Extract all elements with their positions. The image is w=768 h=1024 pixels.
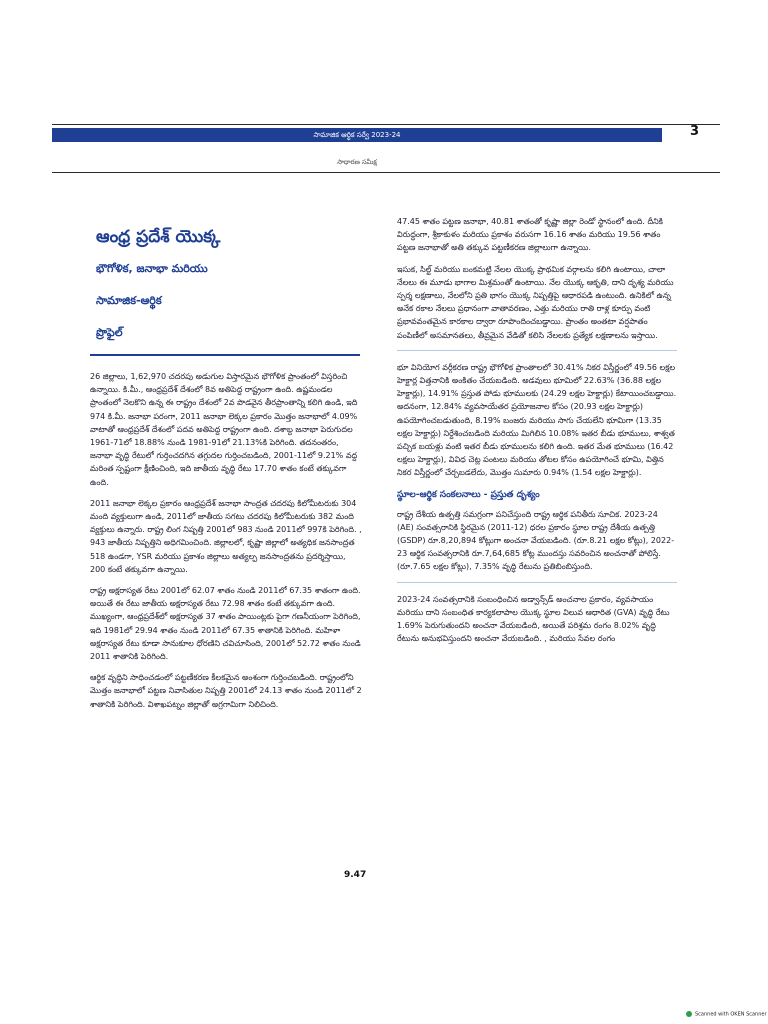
- macro-aggregates-heading: స్థూల-ఆర్థిక సంకలనాలు - ప్రస్తుత దృశ్యం: [397, 489, 540, 500]
- title-line-3: సామాజిక-ఆర్థిక: [96, 294, 162, 307]
- right-column: [397, 215, 677, 653]
- left-column: [90, 215, 362, 719]
- title-line-2: భౌగోళిక, జనాభా మరియు: [96, 262, 208, 275]
- title-underline: [90, 354, 360, 356]
- title-line-1: ఆంధ్ర ప్రదేశ్ యొక్క: [96, 227, 221, 247]
- paragraph-land-use: భూ వినియోగ వర్గీకరణ రాష్ట్ర భౌగోళిక ప్రాంతాలలో 30.41% నికర విస్తీర్ణంలో 49.56 లక్షల హెక్టార్ల విత్తనానికి అంకితం చేయబడింది. అడవులు భూమిలో 22.63% (36.88 లక్షల హెక్టార్లు), 14.91% ప్రస్తుత పోడు భూములకు (24.29 లక్షల హెక్టార్లు) కేటాయించబడ్డాయి. అదనంగా, 12.84% వ్యవసాయేతర ప్రయోజనాల కోసం (20.93 లక్షల హెక్టార్లు) ఉపయోగించబడుతుంది, 8.19% బంజరు మరియు సాగు చేయలేని భూమిగా (13.35 లక్షల హెక్టార్లు) నిర్దేశించబడింది మరియు మిగిలిన 10.08% ఇతర బీడు భూములు, శాశ్వత పచ్చిక బయళ్లు వంటి ఇతర బీడు భూములను కలిగి ఉంది. ఇతర మేత భూములు (16.42 లక్షలు హెక్టార్లు), వివిధ చెట్ల పంటలు మరియు తోటల కోసం ఉపయోగించే భూమి, విత్తిన నికర విస్తీర్ణంలో చేర్చబడలేదు, మొత్తం సుమారు 0.94% (1.54 లక్షల హెక్టార్లు).: [397, 362, 677, 478]
- separator: [397, 350, 677, 351]
- paragraph-soils: ఇసుక, సిల్ట్ మరియు బంకమట్టి నేలల యొక్క ప్రాథమిక వర్గాలను కలిగి ఉంటాయి, చాలా నేలలు ఈ మూడు భాగాల మిశ్రమంతో ఉంటాయి. నేల యొక్క ఆకృతి, దాని దృశ్య మరియు స్పర్శ లక్షణాలు, నేలలోని ప్రతి భాగం యొక్క నిష్పత్తిపై ఆధారపడి ఉంటుంది. ఉనికిలో ఉన్న అనేక రకాల నేలలు ప్రధానంగా వాతావరణం, ఎత్తు మరియు రాతి రాళ్ల కూర్పు వంటి ప్రభావవంతమైన కారకాల ద్వారా రూపొందించబడ్డాయి. ప్రాంతం అంతటా వర్షపాతం పంపిణీలో అసమానతలు, తీవ్రమైన వేడితో కలిసి నేలలకు ప్రత్యేక లక్షణాలను ఇస్తాయి.: [397, 264, 674, 340]
- paragraph-urbanization: ఆర్థిక వృద్ధిని సాధించడంలో పట్టణీకరణ కీలకమైన అంశంగా గుర్తించబడింది. రాష్ట్రంలోని మొత్తం జనాభాలో పట్టణ నివాసితుల నిష్పత్తి 2001లో 24.13 శాతం నుండి 2011లో 2 శాతానికి పెరిగింది. విశాఖపట్నం జిల్లాతో అగ్రగామిగా నిలిచింది.: [90, 673, 362, 709]
- scanner-watermark: [686, 1011, 767, 1018]
- paragraph-urban-districts: 47.45 శాతం పట్టణ జనాభా, 40.81 శాతంతో కృష్ణా జిల్లా రెండో స్థానంలో ఉంది. దీనికి విరుద్ధంగా, శ్రీకాకుళం మరియు ప్రకాశం వరుసగా 16.16 శాతం మరియు 19.56 శాతం పట్టణ జనాభాతో అతి తక్కువ పట్టణీకరణ జిల్లాలుగా ఉన్నాయి.: [397, 217, 663, 253]
- paragraph-density: 2011 జనాభా లెక్కల ప్రకారం ఆంధ్రప్రదేశ్ జనాభా సాంద్రత చదరపు కిలోమీటరుకు 304 మంది వ్యక్తులుగా ఉండి, 2011లో జాతీయ సగటు చదరపు కిలోమీటరుకు 382 మంది వ్యక్తులు ఉన్నారు. రాష్ట్ర లింగ నిష్పత్తి 2001లో 983 నుండి 2011లో 997కి పెరిగింది. , 943 జాతీయ నిష్పత్తిని అధిగమించింది. జిల్లాలలో, కృష్ణా జిల్లాలో అత్యధిక జనసాంద్రత 518 ఉండగా, YSR మరియు ప్రకాశం జిల్లాలు అత్యల్ప జనసాంద్రతను ప్రదర్శిస్తాయి, 200 కంటే తక్కువగా ఉన్నాయి.: [90, 498, 362, 574]
- section-title: [96, 227, 362, 342]
- paragraph-gva: 2023-24 సంవత్సరానికి సంబంధించిన అడ్వాన్స్‌డ్ అంచనాల ప్రకారం, వ్యవసాయం మరియు దాని సంబంధిత కార్యకలాపాల యొక్క స్థూల విలువ ఆధారిత (GVA) వృద్ధి రేటు 1.69% పెరుగుతుందని అంచనా వేయబడింది, అయితే పరిశ్రమ రంగం 8.02% వృద్ధి రేటును అనుభవిస్తుందని అంచనా వేయబడింది. , మరియు సేవల రంగం: [397, 594, 670, 644]
- paragraph-literacy: రాష్ట్ర అక్షరాస్యత రేటు 2001లో 62.07 శాతం నుండి 2011లో 67.35 శాతంగా ఉంది. అయితే ఈ రేటు జాతీయ అక్షరాస్యత రేటు 72.98 శాతం కంటే తక్కువగా ఉంది. ముఖ్యంగా, ఆంధ్రప్రదేశ్‌లో అక్షరాస్యత 37 శాతం పాయింట్లకు పైగా గణనీయంగా పెరిగింది, ఇది 1981లో 29.94 శాతం నుండి 2011లో 67.35 శాతానికి పెరిగింది. మహిళా అక్షరాస్యత రేటు కూడా సానుకూల ధోరణిని చవిచూసింది, 2001లో 52.72 శాతం నుండి 2011 శాతానికి పెరిగింది.: [90, 586, 361, 662]
- header-top-rule: [52, 124, 720, 125]
- paragraph-geography: 26 జిల్లాలు, 1,62,970 చదరపు అడుగుల విస్తారమైన భౌగోళిక ప్రాంతంలో విస్తరించి ఉన్నాయి. కి.మీ., ఆంధ్రప్రదేశ్ దేశంలో 8వ అతిపెద్ద రాష్ట్రంగా ఉంది. ఉష్ణమండల ప్రాంతంలో నెలకొని ఉన్న ఈ రాష్ట్రం దేశంలో 2వ పొడవైన తీరప్రాంతాన్ని కలిగి ఉండి, ఇది 974 కి.మీ. జనాభా పరంగా, 2011 జనాభా లెక్కల ప్రకారం మొత్తం జనాభాలో 4.09% వాటాతో ఆంధ్రప్రదేశ్ దేశంలో పదవ అతిపెద్ద రాష్ట్రంగా ఉంది. దశాబ్ద జనాభా పెరుగుదల 1961-71లో 18.88% నుండి 1981-91లో 21.13%కి పెరిగింది. తదనంతరం, జనాభా వృద్ధి రేటులో గుర్తించదగిన తగ్గుదల గుర్తించబడింది, 2001-11లో 9.21% వద్ద మరింత స్పష్టంగా క్షీణించింది, ఇది జాతీయ వృద్ధి రేటు 17.70 శాతం కంటే తక్కువగా ఉంది.: [90, 372, 358, 487]
- separator: [397, 582, 677, 583]
- header-subtitle: సాధారణ సమీక్ష: [337, 158, 377, 166]
- margin-number: 9.47: [344, 870, 367, 880]
- header-band: సామాజిక ఆర్థిక సర్వే 2023-24: [52, 128, 662, 142]
- title-line-4: ప్రొఫైల్: [96, 326, 123, 339]
- paragraph-gsdp: రాష్ట్ర దేశీయ ఉత్పత్తి సమగ్రంగా పనిచేస్తుంది రాష్ట్ర ఆర్థిక పనితీరు సూచిక. 2023-24 (AE) సంవత్సరానికి స్థిరమైన (2011-12) ధరల ప్రకారం స్థూల రాష్ట్ర దేశీయ ఉత్పత్తి (GSDP) రూ.8,20,894 కోట్లుగా అంచనా వేయబడింది. (రూ.8.21 లక్షల కోట్లు), 2022-23 ఆర్థిక సంవత్సరానికి రూ.7,64,685 కోట్ల ముందస్తు సవరించిన అంచనాతో పోలిస్తే. (రూ.7.65 లక్షల కోట్లు), 7.35% వృద్ధి రేటును ప్రతిబింబిస్తుంది.: [397, 509, 675, 572]
- scanner-text: Scanned with OKEN Scanner: [695, 1011, 767, 1018]
- scanner-logo-icon: [686, 1011, 692, 1017]
- header-bottom-rule: [52, 172, 720, 173]
- page-number: 3: [690, 124, 700, 139]
